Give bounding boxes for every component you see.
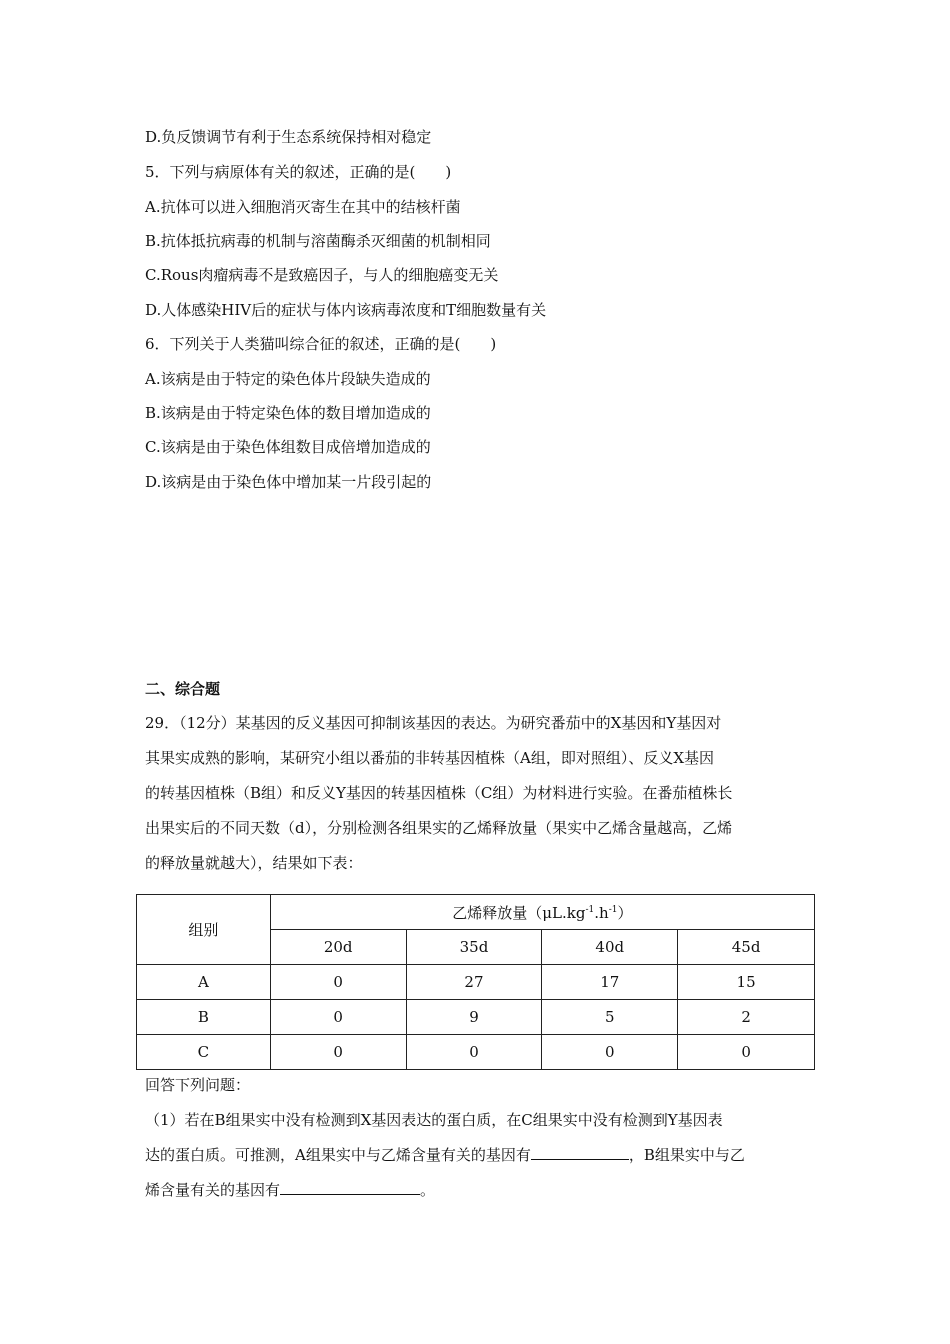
sub1-line: （1）若在B组果实中没有检测到X基因表达的蛋白质，在C组果实中没有检测到Y基因表 <box>145 1111 723 1129</box>
q29-line: 其果实成熟的影响，某研究小组以番茄的非转基因植株（A组，即对照组）、反义X基因 <box>145 749 715 767</box>
group-header: 组别 <box>137 895 271 965</box>
table-row <box>137 1035 815 1070</box>
q6-option-b: B.该病是由于特定染色体的数目增加造成的 <box>145 404 431 422</box>
table-row <box>137 965 815 1000</box>
sub1-line: 烯含量有关的基因有 。 <box>145 1173 815 1208</box>
table-row <box>137 1000 815 1035</box>
q5-option-b: B.抗体抵抗病毒的机制与溶菌酶杀灭细菌的机制相同 <box>145 232 491 250</box>
group-cell: C <box>137 1035 271 1070</box>
q6-stem: 6．下列关于人类猫叫综合征的叙述，正确的是( ) <box>145 335 497 353</box>
q29-line: 的转基因植株（B组）和反义Y基因的转基因植株（C组）为材料进行实验。在番茄植株长 <box>145 784 733 802</box>
day-header: 45d <box>678 930 815 965</box>
section-title: 二、综合题 <box>145 680 221 698</box>
value-cell: 27 <box>406 965 542 1000</box>
answer-blank[interactable] <box>280 1176 420 1195</box>
q29-line: 的释放量就越大），结果如下表： <box>145 854 363 872</box>
value-cell: 0 <box>406 1035 542 1070</box>
day-header: 20d <box>270 930 406 965</box>
measure-header: 乙烯释放量$(\mu L.kg^{-1}.h^{-1})$ <box>270 895 814 930</box>
q29-stem <box>145 706 815 881</box>
q29-sub1 <box>145 1103 815 1208</box>
value-cell: 0 <box>270 965 406 1000</box>
ethylene-table <box>136 894 815 1070</box>
value-cell: 9 <box>406 1000 542 1035</box>
q5-option-a: A.抗体可以进入细胞消灭寄生在其中的结核杆菌 <box>145 198 461 216</box>
day-header: 40d <box>542 930 678 965</box>
group-cell: B <box>137 1000 271 1035</box>
value-cell: 2 <box>678 1000 815 1035</box>
q29-line: 29．（12分）某基因的反义基因可抑制该基因的表达。为研究番茄中的X基因和Y基因对 <box>145 714 722 732</box>
value-cell: 0 <box>270 1035 406 1070</box>
q6-option-a: A.该病是由于特定的染色体片段缺失造成的 <box>145 370 431 388</box>
value-cell: 17 <box>542 965 678 1000</box>
value-cell: 0 <box>542 1035 678 1070</box>
q6-option-c: C.该病是由于染色体组数目成倍增加造成的 <box>145 438 431 456</box>
q4-option-d: D.负反馈调节有利于生态系统保持相对稳定 <box>145 128 432 146</box>
sub1-line: 达的蛋白质。可推测，A组果实中与乙烯含量有关的基因有 ，B组果实中与乙 <box>145 1138 815 1173</box>
group-cell: A <box>137 965 271 1000</box>
q5-option-d: D.人体感染HIV后的症状与体内该病毒浓度和T细胞数量有关 <box>145 301 547 319</box>
q5-option-c: C.Rous肉瘤病毒不是致癌因子，与人的细胞癌变无关 <box>145 266 499 284</box>
day-header: 35d <box>406 930 542 965</box>
q29-line: 出果实后的不同天数（d），分别检测各组果实的乙烯释放量（果实中乙烯含量越高，乙烯 <box>145 819 733 837</box>
value-cell: 5 <box>542 1000 678 1035</box>
q5-stem: 5．下列与病原体有关的叙述，正确的是( ) <box>145 163 452 181</box>
answer-intro: 回答下列问题： <box>145 1076 251 1094</box>
value-cell: 15 <box>678 965 815 1000</box>
answer-blank[interactable] <box>531 1141 629 1160</box>
value-cell: 0 <box>270 1000 406 1035</box>
value-cell: 0 <box>678 1035 815 1070</box>
q6-option-d: D.该病是由于染色体中增加某一片段引起的 <box>145 473 432 491</box>
